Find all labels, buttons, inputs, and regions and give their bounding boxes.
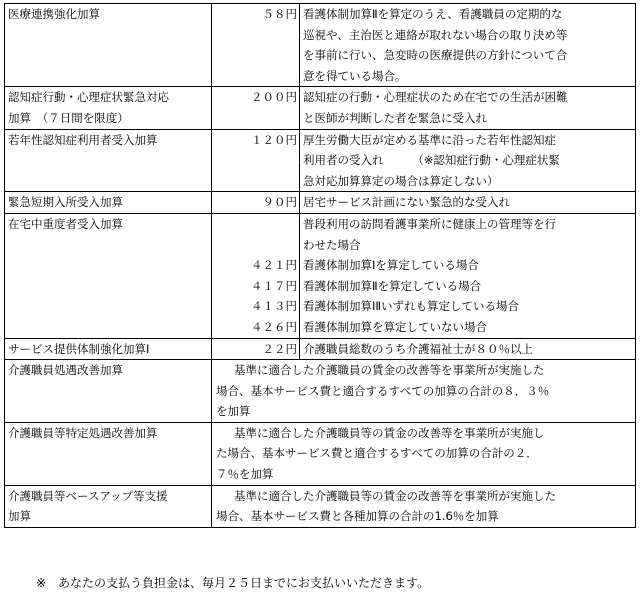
table-row-medical-cooperation	[5, 4, 636, 87]
fee-description	[212, 422, 636, 485]
fee-description-line: 居宅サービス計画にない緊急的な受入れ	[303, 195, 510, 210]
fee-description-line: 場合、基本サービス費と適合するすべての加算の合計の８．３％	[216, 383, 550, 398]
fee-name	[5, 360, 212, 423]
fee-price-line: ４１３円	[251, 299, 297, 314]
fee-price	[212, 87, 300, 129]
price-spacer	[215, 235, 297, 256]
price-spacer	[215, 214, 297, 235]
fee-price-line: ２２円	[262, 341, 297, 356]
fee-price	[212, 338, 300, 360]
fee-name-line: 医療連携強化加算	[8, 7, 100, 21]
fee-description-line: ７％を加算	[216, 467, 274, 482]
fee-name	[5, 422, 212, 485]
fee-price	[212, 4, 300, 87]
fee-description-line: 看護体制加算Ⅱを算定している場合	[303, 278, 482, 293]
fee-description	[300, 87, 636, 129]
fee-name-line: サービス提供体制強化加算Ⅰ	[8, 341, 150, 356]
fee-description	[212, 360, 636, 423]
fee-description-line: 介護職員総数のうち介護福祉士が８０％以上	[303, 341, 533, 356]
fee-name-line: 介護職員処遇改善加算	[8, 363, 123, 378]
fee-name	[5, 87, 212, 129]
fee-price	[212, 213, 300, 338]
table-row-base-up-support	[5, 485, 636, 527]
fee-description	[300, 338, 636, 360]
table-row-specific-treatment-improvement	[5, 422, 636, 485]
fee-description-line: と医師が判断した者を緊急に受入れ	[303, 110, 487, 125]
fee-name-line: 介護職員等特定処遇改善加算	[8, 425, 158, 440]
payment-note: ※ あなたの支払う負担金は、毎月２５日までにお支払いいただきます。	[36, 576, 430, 590]
table-row-service-system	[5, 338, 636, 360]
fee-name	[5, 213, 212, 338]
fee-price-line: ４２６円	[251, 319, 297, 334]
fee-description-line: 基準に適合した介護職員等の賃金の改善等を事業所が実施し	[234, 425, 545, 440]
fee-description-line: 基準に適合した介護職員の賃金の改善等を事業所が実施した	[234, 363, 545, 378]
fee-name	[5, 192, 212, 214]
fee-description	[300, 192, 636, 214]
fee-price-line: ４１７円	[251, 278, 297, 293]
table-row-young-dementia	[5, 129, 636, 192]
fee-description-line: 場合、基本サービス費と各種加算の合計の1.6％を加算	[216, 509, 499, 524]
fee-price-line: ２００円	[251, 90, 297, 105]
fee-description	[300, 4, 636, 87]
table-row-dementia-emergency	[5, 87, 636, 129]
fee-name-line: 在宅中重度者受入加算	[8, 216, 123, 231]
fee-description-line: 意を得ている場合。	[303, 68, 407, 83]
fee-table	[4, 3, 636, 528]
fee-name	[5, 4, 212, 87]
fee-description-line: 普段利用の訪問看護事業所に健康上の管理等を行	[303, 216, 556, 231]
fee-price	[212, 192, 300, 214]
fee-description	[212, 485, 636, 527]
fee-description-line: 看護体制加算Ⅱを算定のうえ、看護職員の定期的な	[303, 7, 563, 21]
fee-name-line: 介護職員等ベースアップ等支援	[8, 488, 168, 503]
fee-price	[212, 129, 300, 192]
fee-description-line: 看護体制加算ⅠⅡいずれも算定している場合	[303, 299, 520, 314]
table-row-home-severe-care	[5, 213, 636, 338]
fee-description-line: 巡視や、主治医と連絡が取れない場合の取り決め等	[303, 27, 568, 42]
fee-description	[300, 129, 636, 192]
fee-description-line: 看護体制加算を算定していない場合	[303, 319, 487, 334]
fee-name-line: 認知症行動・心理症状緊急対応	[8, 90, 169, 105]
fee-name	[5, 485, 212, 527]
fee-description-line: 利用者の受入れ （※認知症行動・心理症状緊	[303, 153, 560, 168]
fee-description-line: わせた場合	[303, 237, 361, 252]
fee-name	[5, 338, 212, 360]
fee-name	[5, 129, 212, 192]
fee-name-line: 加算	[8, 509, 31, 524]
fee-description-line: 看護体制加算Ⅰを算定している場合	[303, 258, 479, 273]
fee-name-line: 緊急短期入所受入加算	[8, 195, 123, 210]
fee-table-body	[5, 4, 636, 528]
fee-price-line: １２０円	[251, 132, 297, 147]
fee-name-line: 若年性認知症利用者受入加算	[8, 132, 158, 147]
table-row-emergency-short-stay	[5, 192, 636, 214]
fee-name-line: 加算 （７日間を限度）	[8, 110, 129, 125]
fee-price-line: ９０円	[262, 195, 297, 210]
fee-description-line: 厚生労働大臣が定める基準に沿った若年性認知症	[303, 132, 556, 147]
fee-description-line: た場合、基本サービス費と適合するすべての加算の合計の２．	[216, 446, 538, 461]
fee-description-line: 認知症の行動・心理症状のため在宅での生活が困難	[303, 90, 568, 105]
fee-price-line: ５８円	[262, 7, 297, 21]
table-row-treatment-improvement	[5, 360, 636, 423]
fee-price-line: ４２１円	[251, 258, 297, 273]
fee-description	[300, 213, 636, 338]
fee-description-line: を事前に行い、急変時の医療提供の方針について合	[303, 48, 568, 63]
fee-description-line: 基準に適合した介護職員等の賃金の改善等を事業所が実施した	[234, 488, 556, 503]
fee-description-line: 急対応加算算定の場合は算定しない）	[303, 173, 499, 188]
fee-description-line: を加算	[216, 404, 251, 419]
